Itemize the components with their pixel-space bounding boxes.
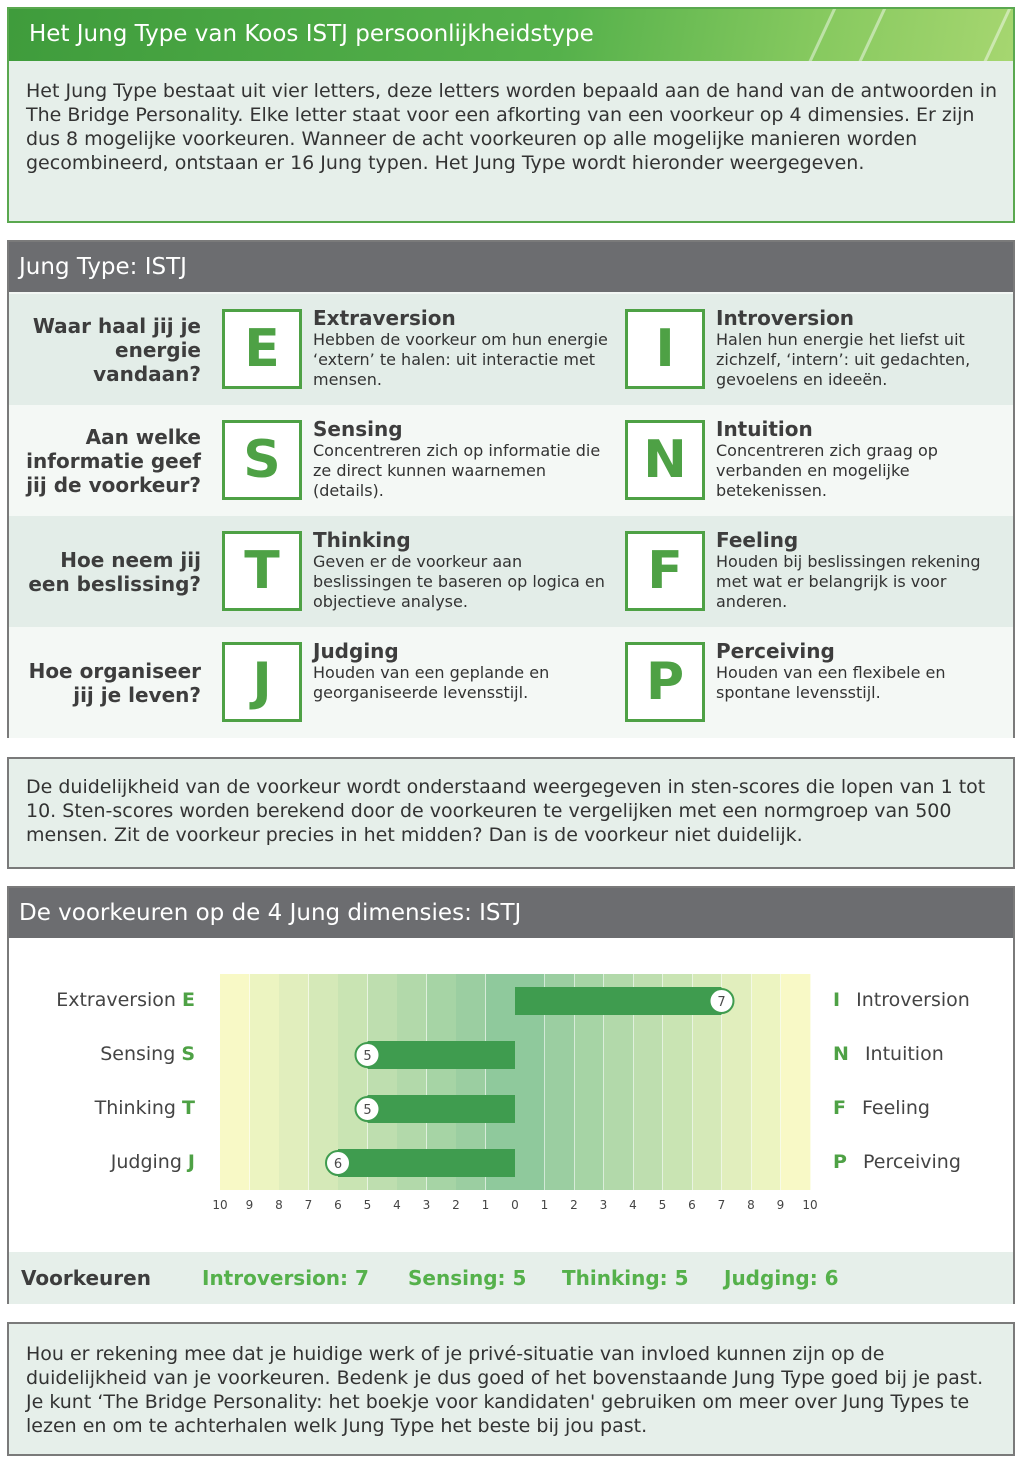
axis-tick-label: 4 bbox=[629, 1198, 637, 1212]
preference-name: Sensing bbox=[313, 417, 403, 441]
intro-text: Het Jung Type bestaat uit vier letters, deze letters worden bepaald aan de hand van de antwoorden in The Bridge Personality. Elke letter staat voor een afkorting van een voorkeur op 4 dimensies. Er zijn dus 8 mogelijke voorkeuren. Wanneer de acht voorkeuren op alle mogelijke manieren worden gecombineerd, ontstaan er 16 Jung typen. Het Jung Type wordt hieronder weergegeven. bbox=[26, 80, 998, 174]
preference-score: Judging: 6 bbox=[724, 1266, 839, 1290]
preference-description: Concentreren zich graag op verbanden en mogelijke betekenissen. bbox=[716, 441, 938, 500]
axis-tick-label: 1 bbox=[540, 1198, 549, 1212]
preference-description: Houden van een flexibele en spontane levensstijl. bbox=[716, 663, 946, 702]
closing-panel bbox=[7, 1322, 1015, 1456]
jung-type-header bbox=[9, 242, 1013, 292]
dimension-right-name: Introversion bbox=[850, 989, 970, 1011]
preference-letter-box: E bbox=[222, 309, 302, 389]
header-streak-decoration bbox=[977, 9, 1013, 61]
dimension-right-letter: I bbox=[833, 989, 841, 1011]
preference-name: Judging bbox=[313, 639, 399, 663]
dimensions-title: De voorkeuren op de 4 Jung dimensies: ISTJ bbox=[19, 900, 522, 926]
dimension-row bbox=[9, 516, 1013, 627]
axis-tick-label: 7 bbox=[304, 1198, 313, 1212]
dimension-right-name: Perceiving bbox=[856, 1151, 961, 1173]
axis-tick-label: 6 bbox=[688, 1198, 696, 1212]
preference-name: Thinking bbox=[313, 528, 411, 552]
axis-tick-label: 10 bbox=[212, 1198, 228, 1212]
sten-score-label: 5 bbox=[363, 1103, 372, 1118]
sten-score-label: 7 bbox=[717, 995, 726, 1010]
preference-description: Concentreren zich op informatie die ze direct kunnen waarnemen (details). bbox=[313, 441, 601, 500]
dimension-left-letter: T bbox=[182, 1097, 195, 1119]
preference-score: Thinking: 5 bbox=[562, 1266, 689, 1290]
jung-type-title: Jung Type: ISTJ bbox=[19, 254, 187, 280]
axis-tick-label: 5 bbox=[658, 1198, 667, 1212]
preference-letter-box: S bbox=[222, 420, 302, 500]
dimension-right-letter: F bbox=[833, 1097, 846, 1119]
axis-tick-label: 8 bbox=[275, 1198, 283, 1212]
preference-name: Feeling bbox=[716, 528, 799, 552]
preference-name: Intuition bbox=[716, 417, 813, 441]
preference-description: Houden bij beslissingen rekening met wat er belangrijk is voor anderen. bbox=[716, 552, 981, 611]
sten-bar bbox=[338, 1149, 515, 1177]
axis-tick-label: 9 bbox=[776, 1198, 785, 1212]
preference-name: Extraversion bbox=[313, 306, 456, 330]
preference-description: Halen hun energie het liefst uit zichzelf, ‘intern’: uit gedachten, gevoelens en ideeën. bbox=[716, 330, 971, 389]
dimension-left-name: Judging bbox=[110, 1151, 188, 1173]
header-streak-decoration bbox=[852, 9, 889, 61]
axis-tick-label: 5 bbox=[363, 1198, 372, 1212]
axis-tick-label: 6 bbox=[334, 1198, 342, 1212]
dimension-row bbox=[9, 294, 1013, 405]
dimension-row bbox=[9, 627, 1013, 738]
dimension-left-name: Extraversion bbox=[56, 989, 183, 1011]
preferences-summary bbox=[9, 1252, 1013, 1304]
axis-tick-label: 4 bbox=[393, 1198, 401, 1212]
jung-type-panel bbox=[7, 240, 1015, 738]
preference-score: Introversion: 7 bbox=[202, 1266, 369, 1290]
sten-bar bbox=[368, 1095, 516, 1123]
preference-letter-box: I bbox=[625, 309, 705, 389]
axis-tick-label: 7 bbox=[717, 1198, 726, 1212]
dimension-left-letter: J bbox=[187, 1151, 195, 1173]
sten-info-panel bbox=[7, 757, 1015, 869]
dimension-right-name: Intuition bbox=[858, 1043, 944, 1065]
dimension-question: Hoe organiseer jij je leven? bbox=[28, 659, 201, 707]
sten-info-text: De duidelijkheid van de voorkeur wordt onderstaand weergegeven in sten-scores die lopen van 1 tot 10. Sten-scores worden berekend door de voorkeuren te vergelijken met een normgroep van 500 mensen. Zit de voorkeur precies in het midden? Dan is de voorkeur niet duidelijk. bbox=[26, 776, 986, 846]
axis-tick-label: 3 bbox=[599, 1198, 608, 1212]
axis-tick-label: 9 bbox=[245, 1198, 254, 1212]
preference-score: Sensing: 5 bbox=[408, 1266, 527, 1290]
axis-tick-label: 0 bbox=[511, 1198, 519, 1212]
dimension-question: Hoe neem jij een beslissing? bbox=[28, 548, 201, 596]
preference-description: Geven er de voorkeur aan beslissingen te baseren op logica en objectieve analyse. bbox=[313, 552, 605, 611]
preference-letter-box: J bbox=[222, 642, 302, 722]
preferences-label: Voorkeuren bbox=[21, 1266, 151, 1290]
sten-bar bbox=[515, 987, 722, 1015]
dimension-question: Waar haal jij je energie vandaan? bbox=[32, 314, 201, 386]
intro-title: Het Jung Type van Koos ISTJ persoonlijkheidstype bbox=[29, 21, 594, 47]
preference-name: Introversion bbox=[716, 306, 855, 330]
dimensions-panel bbox=[7, 886, 1015, 1304]
dimension-left-letter: E bbox=[182, 989, 195, 1011]
header-streak-decoration bbox=[802, 9, 839, 61]
preference-letter-box: N bbox=[625, 420, 705, 500]
dimension-right-letter: P bbox=[833, 1151, 847, 1173]
preference-name: Perceiving bbox=[716, 639, 835, 663]
intro-panel bbox=[7, 7, 1015, 223]
preference-letter-box: F bbox=[625, 531, 705, 611]
preference-letter-box: P bbox=[625, 642, 705, 722]
dimension-question: Aan welke informatie geef jij de voorkeur? bbox=[26, 425, 201, 497]
dimension-right-letter: N bbox=[833, 1043, 849, 1065]
axis-tick-label: 10 bbox=[802, 1198, 818, 1212]
preference-description: Hebben de voorkeur om hun energie ‘extern’ te halen: uit interactie met mensen. bbox=[313, 330, 608, 389]
intro-header bbox=[9, 9, 1013, 61]
sten-score-label: 5 bbox=[363, 1049, 372, 1064]
sten-bar bbox=[368, 1041, 516, 1069]
dimension-left-letter: S bbox=[181, 1043, 195, 1065]
axis-tick-label: 2 bbox=[452, 1198, 460, 1212]
dimension-left-name: Thinking bbox=[94, 1097, 183, 1119]
dimension-right-name: Feeling bbox=[855, 1097, 930, 1119]
axis-tick-label: 3 bbox=[422, 1198, 431, 1212]
axis-tick-label: 2 bbox=[570, 1198, 578, 1212]
dimension-row bbox=[9, 405, 1013, 516]
dimension-left-name: Sensing bbox=[100, 1043, 182, 1065]
preference-letter-box: T bbox=[222, 531, 302, 611]
axis-tick-label: 8 bbox=[747, 1198, 755, 1212]
axis-tick-label: 1 bbox=[481, 1198, 490, 1212]
sten-score-label: 6 bbox=[333, 1157, 343, 1172]
preference-description: Houden van een geplande en georganiseerde levensstijl. bbox=[313, 663, 550, 702]
closing-text: Hou er rekening mee dat je huidige werk of je privé-situatie van invloed kunnen zijn op de duidelijkheid van je voorkeuren. Bedenk je dus goed of het bovenstaande Jung Type goed bij je past. Je kunt ‘The Bridge Personality: het boekje voor kandidaten' gebruiken om meer over Jung Types te lezen en om te achterhalen welk Jung Type het beste bij jou past. bbox=[26, 1343, 984, 1437]
